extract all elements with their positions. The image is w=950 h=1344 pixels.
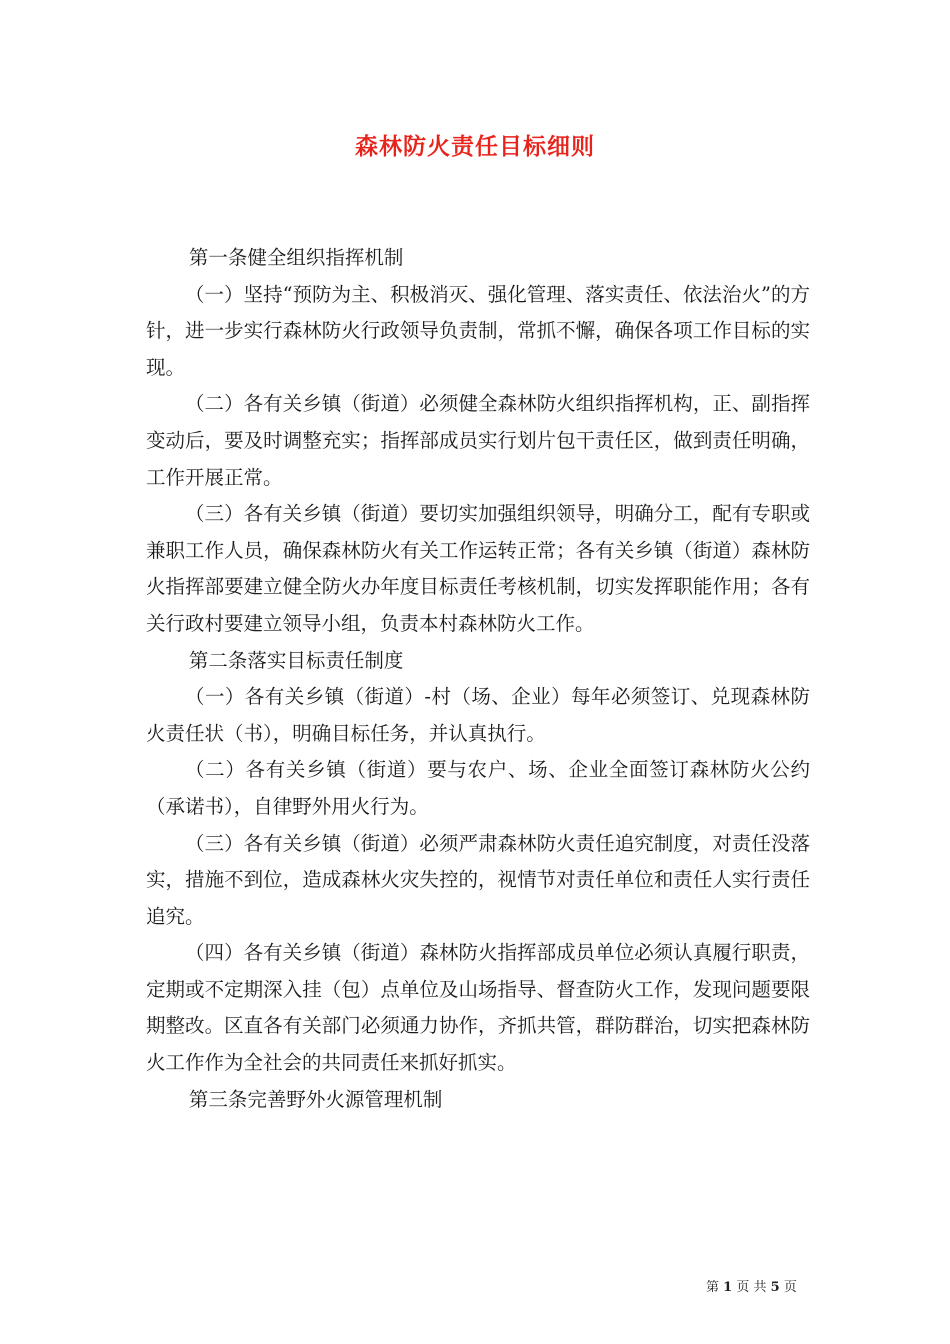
paragraph: （三）各有关乡镇（街道）要切实加强组织领导，明确分工，配有专职或兼职工作人员，确保森林防火有关工作运转正常；各有关乡镇（街道）森林防火指挥部要建立健全防火办年度目标责任考核机制，切实发挥职能作用；各有关行政村要建立领导小组，负责本村森林防火工作。 [146, 502, 810, 635]
section-heading: 第三条完善野外火源管理机制 [188, 1087, 443, 1111]
paragraph: （四）各有关乡镇（街道）森林防火指挥部成员单位必须认真履行职责，定期或不定期深入挂（包）点单位及山场指导、督查防火工作，发现问题要限期整改。区直各有关部门必须通力协作，齐抓共管，群防群治，切实把森林防火工作作为全社会的共同责任来抓好抓实。 [146, 941, 810, 1075]
paragraph: （二）各有关乡镇（街道）要与农户、场、企业全面签订森林防火公约（承诺书），自律野外用火行为。 [146, 758, 810, 818]
document-title: 森林防火责任目标细则 [355, 133, 595, 160]
footer-middle: 页 共 [736, 1280, 767, 1295]
total-pages-number: 5 [770, 1280, 780, 1295]
paragraph: （二）各有关乡镇（街道）必须健全森林防火组织指挥机构，正、副指挥变动后，要及时调整充实；指挥部成员实行划片包干责任区，做到责任明确，工作开展正常。 [146, 392, 810, 489]
footer-prefix: 第 [706, 1280, 720, 1295]
page-footer [706, 1276, 797, 1295]
paragraph: （一）各有关乡镇（街道）-村（场、企业）每年必须签订、兑现森林防火责任状（书），明确目标任务，并认真执行。 [146, 685, 810, 745]
paragraph: （三）各有关乡镇（街道）必须严肃森林防火责任追究制度，对责任没落实，措施不到位，造成森林火灾失控的，视情节对责任单位和责任人实行责任追究。 [146, 831, 810, 928]
section-heading: 第二条落实目标责任制度 [188, 648, 404, 672]
document-body [146, 240, 810, 1118]
section-heading: 第一条健全组织指挥机制 [188, 246, 404, 269]
footer-suffix: 页 [783, 1280, 797, 1295]
current-page-number: 1 [723, 1280, 733, 1295]
paragraph: （一）坚持“预防为主、积极消灭、强化管理、落实责任、依法治火”的方针，进一步实行森林防火行政领导负责制，常抓不懈，确保各项工作目标的实现。 [146, 282, 810, 379]
